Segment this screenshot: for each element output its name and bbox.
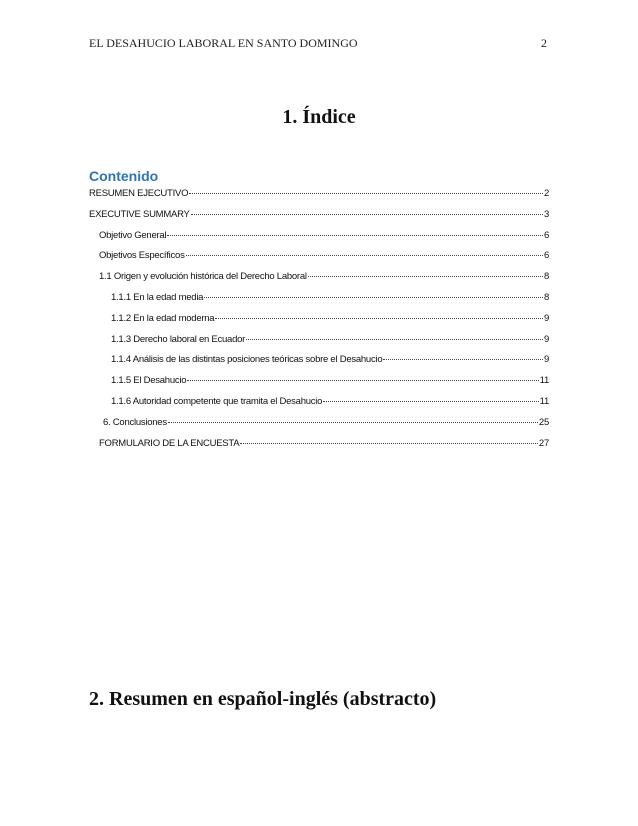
toc-entry-page: 9	[543, 312, 549, 324]
toc-entry-page: 6	[543, 250, 549, 262]
toc-entry-title: FORMULARIO DE LA ENCUESTA	[99, 437, 240, 449]
dot-leader	[186, 255, 543, 256]
toc-entry-page: 27	[538, 437, 549, 449]
toc-entry-title: 1.1.2 En la edad moderna	[111, 312, 215, 324]
section-2-title: 2. Resumen en español-inglés (abstracto)	[89, 688, 437, 710]
toc-entry[interactable]	[89, 334, 549, 355]
dot-leader	[187, 380, 538, 381]
toc-entry[interactable]	[89, 230, 549, 251]
toc-entry-page: 6	[543, 229, 549, 241]
toc-entry[interactable]	[89, 292, 549, 313]
toc-entry[interactable]	[89, 250, 549, 271]
toc-heading: Contenido	[89, 168, 159, 184]
toc-entry[interactable]	[89, 396, 549, 417]
toc-entry-title: 1.1.1 En la edad media	[111, 291, 204, 303]
toc-entry[interactable]	[89, 209, 549, 230]
toc-entry-title: 6. Conclusiones	[103, 416, 167, 428]
toc-entry[interactable]	[89, 271, 549, 292]
dot-leader	[383, 359, 543, 360]
running-header	[89, 36, 547, 51]
toc-entry-page: 11	[539, 375, 549, 387]
toc-entry-page: 2	[543, 188, 549, 199]
toc-entry-title: EXECUTIVE SUMMARY	[89, 208, 190, 220]
toc-entry-page: 8	[543, 271, 549, 283]
running-title: EL DESAHUCIO LABORAL EN SANTO DOMINGO	[89, 36, 358, 50]
dot-leader	[191, 214, 543, 215]
dot-leader	[240, 443, 538, 444]
toc-entry-title: 1.1.3 Derecho laboral en Ecuador	[111, 333, 246, 345]
dot-leader	[246, 339, 543, 340]
toc-entry-page: 25	[538, 416, 549, 428]
toc-entry[interactable]	[89, 417, 549, 438]
page-number: 2	[541, 36, 547, 50]
table-of-contents	[89, 188, 549, 458]
dot-leader	[204, 297, 543, 298]
toc-entry-title: 1.1.5 El Desahucio	[111, 375, 187, 387]
dot-leader	[189, 193, 543, 194]
toc-entry-title: Objetivo General	[99, 229, 167, 241]
toc-entry[interactable]	[89, 188, 549, 209]
toc-entry[interactable]	[89, 313, 549, 334]
dot-leader	[215, 318, 543, 319]
toc-entry[interactable]	[89, 438, 549, 459]
toc-entry-page: 9	[543, 333, 549, 345]
toc-entry-page: 9	[543, 354, 549, 366]
toc-entry-title: Objetivos Específicos	[99, 250, 185, 262]
toc-entry-title: 1.1.4 Análisis de las distintas posiciones teóricas sobre el Desahucio	[111, 354, 383, 366]
toc-entry-title: 1.1 Origen y evolución histórica del Derecho Laboral	[99, 271, 307, 283]
dot-leader	[323, 401, 538, 402]
toc-entry-title: RESUMEN EJECUTIVO	[89, 188, 189, 199]
index-title: 1. Índice	[282, 106, 356, 128]
toc-entry[interactable]	[89, 375, 549, 396]
toc-entry-page: 3	[543, 208, 549, 220]
dot-leader	[308, 276, 543, 277]
dot-leader	[167, 235, 543, 236]
toc-entry[interactable]	[89, 354, 549, 375]
toc-entry-page: 8	[543, 291, 549, 303]
toc-entry-title: 1.1.6 Autoridad competente que tramita el Desahucio	[111, 395, 323, 407]
dot-leader	[168, 422, 538, 423]
toc-entry-page: 11	[539, 395, 549, 407]
